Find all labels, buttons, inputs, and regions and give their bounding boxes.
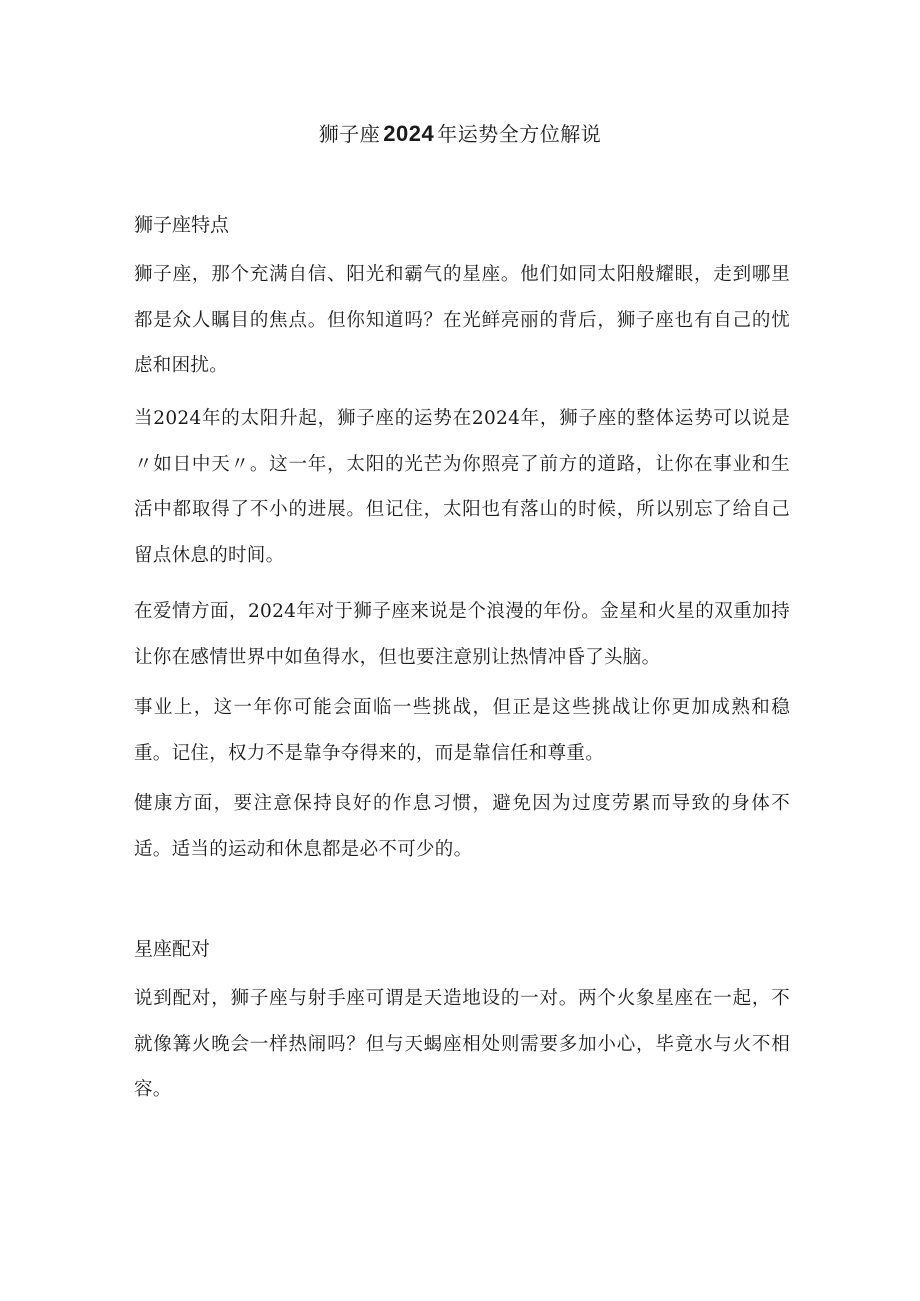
document-title	[0, 118, 920, 150]
paragraph-career: 事业上，这一年你可能会面临一些挑战，但正是这些挑战让你更加成熟和稳重。记住，权力不是靠争夺得来的，而是靠信任和尊重。	[134, 697, 790, 764]
paragraph-health: 健康方面，要注意保持良好的作息习惯，避免因为过度劳累而导致的身体不适。适当的运动和休息都是必不可少的。	[134, 793, 790, 860]
paragraph-love: 在爱情方面，2024年对于狮子座来说是个浪漫的年份。金星和火星的双重加持让你在感情世界中如鱼得水，但也要注意别让热情冲昏了头脑。	[134, 601, 790, 668]
section-heading-matching: 星座配对	[134, 938, 211, 960]
title-year: 2024	[383, 121, 435, 146]
title-suffix: 年运势全方位解说	[437, 122, 602, 146]
paragraph-overall-fortune: 当2024年的太阳升起，狮子座的运势在2024年，狮子座的整体运势可以说是〃如日中天〃。这一年，太阳的光芒为你照亮了前方的道路，让你在事业和生活中都取得了不小的进展。但记住，太阳也有落山的时候，所以别忘了给自己留点休息的时间。	[134, 408, 790, 566]
paragraph-matching: 说到配对，狮子座与射手座可谓是天造地设的一对。两个火象星座在一起，不就像篝火晚会一样热闹吗？但与天蝎座相处则需要多加小心，毕竟水与火不相容。	[134, 988, 790, 1100]
paragraph-intro: 狮子座，那个充满自信、阳光和霸气的星座。他们如同太阳般耀眼，走到哪里都是众人瞩目的焦点。但你知道吗？在光鲜亮丽的背后，狮子座也有自己的忧虑和困扰。	[134, 264, 790, 376]
section-heading-characteristics: 狮子座特点	[134, 214, 230, 236]
title-prefix: 狮子座	[318, 122, 381, 146]
